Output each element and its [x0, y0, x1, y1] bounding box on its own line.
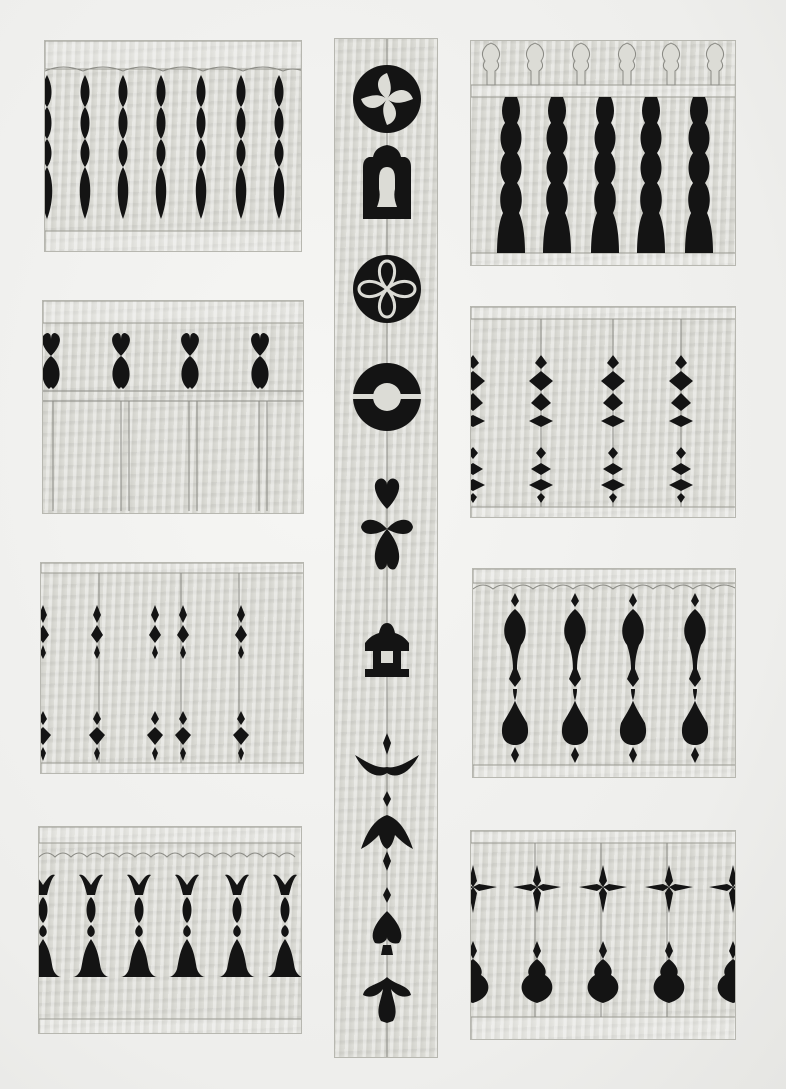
cross-drop-row [471, 865, 736, 1003]
heart-drop-row [43, 333, 269, 389]
baluster-row [497, 97, 713, 253]
teardrop-row [502, 593, 708, 763]
panel-teardrop-balusters [472, 568, 736, 778]
panel-diamond-stems [40, 562, 304, 774]
diamond-column-row [471, 355, 693, 503]
panel-vertical-strip [334, 38, 438, 1058]
heart-drops-pattern [43, 301, 304, 514]
cross-and-drop-pattern [471, 831, 736, 1040]
panel-tulip-columns [38, 826, 302, 1034]
panel-turned-balusters [470, 40, 736, 266]
finial-row [482, 43, 723, 85]
tulip-column-row [39, 875, 302, 977]
diamond-stems-pattern [41, 563, 304, 774]
panel-diamond-columns [470, 306, 736, 518]
spindle-balusters-pattern [45, 41, 302, 252]
diamond-columns-pattern [471, 307, 736, 518]
diamond-stem-row [41, 605, 249, 761]
panel-spindle-balusters [44, 40, 302, 252]
panel-cross-and-drop [470, 830, 736, 1040]
panel-heart-drops [42, 300, 304, 514]
tulip-columns-pattern [39, 827, 302, 1034]
spindle-row [45, 75, 284, 219]
vertical-strip-pattern [335, 39, 438, 1058]
turned-balusters-pattern [471, 41, 736, 266]
teardrop-balusters-pattern [473, 569, 736, 778]
